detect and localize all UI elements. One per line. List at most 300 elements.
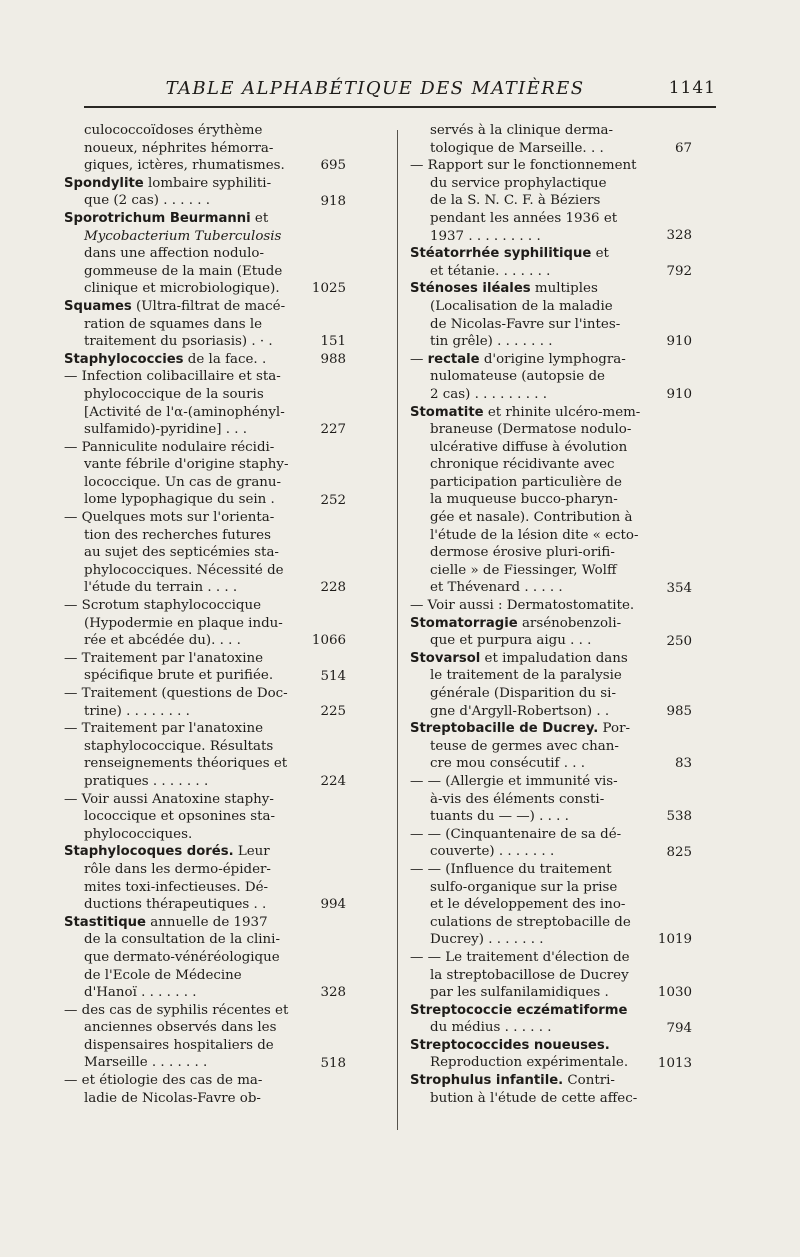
entry-line bbox=[410, 1054, 666, 1072]
entry-keyword: Stomatite bbox=[410, 404, 484, 420]
entry-text: l'étude du terrain . . . . bbox=[84, 580, 238, 596]
index-entry bbox=[410, 949, 690, 1002]
header-rule bbox=[84, 106, 716, 108]
entry-text: que (2 cas) . . . . . . bbox=[84, 193, 211, 209]
entry-text: et tétanie. . . . . . . bbox=[430, 263, 551, 279]
entry-text: au sujet des septicémies sta- bbox=[84, 545, 279, 561]
entry-text: tin grêle) . . . . . . . bbox=[430, 334, 553, 350]
entry-text: Leur bbox=[233, 844, 270, 860]
entry-text: de la consultation de la clini- bbox=[84, 932, 280, 948]
index-entry bbox=[410, 245, 690, 280]
entry-line bbox=[64, 298, 320, 316]
entry-page-ref: 225 bbox=[320, 704, 346, 719]
entry-text: cre mou consécutif . . . bbox=[430, 756, 585, 772]
entry-text: arsénobenzoli- bbox=[517, 615, 622, 631]
entry-keyword: Sténoses iléales bbox=[410, 281, 531, 297]
index-entry bbox=[64, 298, 344, 351]
entry-page-ref: 1025 bbox=[311, 280, 346, 296]
entry-line bbox=[64, 456, 320, 474]
entry-text: d'origine lymphogra- bbox=[479, 351, 626, 367]
entry-text: mites toxi-infectieuses. Dé- bbox=[84, 879, 269, 895]
entry-text: de la face. . bbox=[183, 351, 267, 367]
entry-page-ref: 518 bbox=[320, 1055, 346, 1071]
entry-text: lome lypophagique du sein . bbox=[84, 492, 275, 508]
entry-line bbox=[410, 879, 666, 897]
entry-page-ref: 910 bbox=[666, 386, 692, 402]
entry-dash: — bbox=[410, 351, 428, 367]
index-entry bbox=[64, 1072, 344, 1107]
entry-line bbox=[410, 931, 666, 949]
entry-page-ref: 151 bbox=[320, 333, 346, 349]
entry-page-ref: 1019 bbox=[657, 931, 692, 947]
entry-text: et le développement des ino- bbox=[430, 897, 626, 913]
entry-line bbox=[64, 579, 320, 597]
entry-text: Ducrey) . . . . . . . bbox=[430, 932, 544, 948]
entry-line bbox=[64, 861, 320, 879]
entry-line bbox=[410, 210, 666, 228]
entry-line bbox=[64, 808, 320, 826]
entry-line bbox=[410, 404, 666, 422]
entry-keyword: Streptococcides noueuses. bbox=[410, 1037, 610, 1053]
entry-line bbox=[410, 597, 666, 615]
entry-line bbox=[410, 316, 666, 334]
entry-text: et bbox=[250, 210, 269, 226]
entry-page-ref: 83 bbox=[674, 756, 692, 772]
entry-text: [Activité de l'α-(aminophényl- bbox=[84, 404, 285, 420]
entry-text: phylococciques. bbox=[84, 826, 193, 842]
entry-line bbox=[410, 632, 666, 650]
entry-line bbox=[410, 1090, 666, 1108]
entry-text: Por- bbox=[598, 721, 630, 737]
entry-keyword: Spondylite bbox=[64, 175, 144, 191]
entry-text: Reproduction expérimentale. bbox=[430, 1055, 629, 1071]
entry-line bbox=[410, 439, 666, 457]
index-entry bbox=[410, 122, 690, 157]
entry-line bbox=[410, 650, 666, 668]
entry-line bbox=[410, 192, 666, 210]
entry-text: — des cas de syphilis récentes et bbox=[64, 1002, 289, 1018]
entry-text: participation particulière de bbox=[430, 474, 622, 490]
entry-page-ref: 224 bbox=[320, 774, 346, 790]
entry-page-ref: 354 bbox=[666, 580, 692, 596]
entry-page-ref: 514 bbox=[320, 668, 346, 684]
entry-line bbox=[64, 386, 320, 404]
entry-line bbox=[64, 597, 320, 615]
entry-line bbox=[410, 949, 666, 967]
entry-text: spécifique brute et purifiée. bbox=[84, 668, 274, 684]
entry-text: — Traitement par l'anatoxine bbox=[64, 721, 264, 737]
entry-line bbox=[410, 386, 666, 404]
entry-line bbox=[64, 773, 320, 791]
right-column bbox=[410, 122, 690, 1107]
entry-line bbox=[64, 755, 320, 773]
entry-page-ref: 1013 bbox=[657, 1055, 692, 1071]
entry-text: nulomateuse (autopsie de bbox=[430, 369, 605, 385]
entry-text: — Quelques mots sur l'orienta- bbox=[64, 510, 275, 526]
entry-text: sulfamido)-pyridine] . . . bbox=[84, 422, 248, 438]
entry-text: — Voir aussi Anatoxine staphy- bbox=[64, 791, 274, 807]
entry-line bbox=[410, 491, 666, 509]
entry-line bbox=[410, 791, 666, 809]
entry-text: dans une affection nodulo- bbox=[84, 246, 265, 262]
entry-text: dermose érosive pluri-orifi- bbox=[430, 545, 615, 561]
entry-line bbox=[410, 1002, 666, 1020]
entry-text: — Scrotum staphylococcique bbox=[64, 598, 262, 614]
entry-line bbox=[410, 544, 666, 562]
entry-line bbox=[410, 773, 666, 791]
entry-page-ref: 252 bbox=[320, 492, 346, 508]
entry-line bbox=[410, 122, 666, 140]
entry-line bbox=[64, 351, 320, 369]
entry-line bbox=[410, 667, 666, 685]
entry-keyword: Sporotrichum Beurmanni bbox=[64, 210, 251, 226]
entry-text: rôle dans les dermo-épider- bbox=[84, 861, 271, 877]
entry-text: sulfo-organique sur la prise bbox=[430, 879, 618, 895]
entry-text: braneuse (Dermatose nodulo- bbox=[430, 422, 632, 438]
entry-page-ref: 1030 bbox=[657, 984, 692, 1000]
entry-line bbox=[410, 333, 666, 351]
entry-line bbox=[410, 421, 666, 439]
index-entry bbox=[410, 1072, 690, 1107]
entry-text: 2 cas) . . . . . . . . . bbox=[430, 386, 547, 402]
entry-line bbox=[64, 421, 320, 439]
entry-page-ref: 792 bbox=[666, 264, 692, 280]
entry-text: — Panniculite nodulaire récidi- bbox=[64, 439, 275, 455]
index-entry bbox=[410, 1037, 690, 1072]
entry-text: tologique de Marseille. . . bbox=[430, 140, 604, 156]
entry-line bbox=[64, 738, 320, 756]
index-entry bbox=[410, 615, 690, 650]
entry-line bbox=[64, 826, 320, 844]
entry-text: lococcique. Un cas de granu- bbox=[84, 474, 282, 490]
left-column bbox=[64, 122, 344, 1107]
entry-text: traitement du psoriasis) . · . bbox=[84, 334, 273, 350]
index-entry bbox=[410, 720, 690, 773]
entry-line bbox=[410, 509, 666, 527]
index-entry bbox=[410, 597, 690, 615]
entry-line bbox=[410, 755, 666, 773]
entry-line bbox=[410, 703, 666, 721]
entry-keyword: Stastitique bbox=[64, 914, 146, 930]
entry-text: et Thévenard . . . . . bbox=[430, 580, 563, 596]
entry-line bbox=[64, 157, 320, 175]
entry-line bbox=[410, 861, 666, 879]
entry-line bbox=[64, 896, 320, 914]
entry-page-ref: 67 bbox=[674, 141, 692, 156]
entry-text: et rhinite ulcéro-mem- bbox=[483, 404, 641, 420]
entry-line bbox=[410, 140, 666, 158]
entry-keyword: Staphylococcies bbox=[64, 351, 184, 367]
entry-text: et bbox=[591, 246, 609, 262]
entry-line bbox=[410, 527, 666, 545]
entry-line bbox=[64, 703, 320, 721]
entry-text: — Traitement par l'anatoxine bbox=[64, 650, 264, 666]
entry-line bbox=[410, 562, 666, 580]
entry-page-ref: 794 bbox=[666, 1020, 692, 1036]
entry-text: 1937 . . . . . . . . . bbox=[430, 228, 541, 244]
index-entry bbox=[64, 791, 344, 844]
entry-page-ref: 250 bbox=[666, 633, 692, 649]
entry-page-ref: 328 bbox=[320, 984, 346, 1000]
entry-line bbox=[64, 1072, 320, 1090]
index-entry bbox=[410, 280, 690, 350]
entry-line bbox=[64, 439, 320, 457]
entry-text: de l'Ecole de Médecine bbox=[84, 967, 242, 983]
entry-text: et impaludation dans bbox=[480, 650, 628, 666]
entry-line bbox=[410, 808, 666, 826]
entry-text: dispensaires hospitaliers de bbox=[84, 1037, 274, 1053]
entry-line bbox=[410, 1072, 666, 1090]
entry-line bbox=[410, 298, 666, 316]
entry-line bbox=[64, 280, 320, 298]
entry-text: phylococciques. Nécessité de bbox=[84, 562, 284, 578]
entry-keyword: Strophulus infantile. bbox=[410, 1073, 564, 1089]
entry-line bbox=[410, 826, 666, 844]
index-entry bbox=[64, 368, 344, 438]
entry-page-ref: 994 bbox=[320, 897, 346, 913]
entry-text: de la S. N. C. F. à Béziers bbox=[430, 193, 601, 209]
entry-line bbox=[64, 650, 320, 668]
entry-line bbox=[64, 914, 320, 932]
entry-line bbox=[410, 720, 666, 738]
entry-line bbox=[64, 791, 320, 809]
entry-page-ref: 228 bbox=[320, 580, 346, 596]
entry-text: générale (Disparition du si- bbox=[430, 686, 616, 701]
entry-line bbox=[64, 984, 320, 1002]
entry-line bbox=[410, 579, 666, 597]
column-divider bbox=[397, 130, 398, 1130]
entry-text: ration de squames dans le bbox=[84, 316, 263, 332]
entry-text: que dermato-vénéréologique bbox=[84, 949, 280, 965]
entry-line bbox=[410, 914, 666, 932]
entry-line bbox=[64, 931, 320, 949]
entry-page-ref: 918 bbox=[320, 193, 346, 209]
index-entry bbox=[410, 861, 690, 949]
index-entry bbox=[410, 404, 690, 598]
entry-line bbox=[64, 1090, 320, 1108]
entry-text: anciennes observés dans les bbox=[84, 1020, 277, 1036]
entry-line bbox=[64, 615, 320, 633]
index-entry bbox=[410, 773, 690, 826]
index-entry bbox=[64, 509, 344, 597]
entry-text: (Hypodermie en plaque indu- bbox=[84, 615, 283, 631]
entry-text: Contri- bbox=[563, 1073, 615, 1089]
entry-line bbox=[64, 210, 320, 228]
entry-page-ref: 328 bbox=[666, 228, 692, 244]
entry-keyword: Staphylocoques dorés. bbox=[64, 844, 234, 860]
entry-text: multiples bbox=[530, 281, 598, 297]
entry-page-ref: 910 bbox=[666, 334, 692, 350]
entry-line bbox=[64, 544, 320, 562]
entry-text: (Localisation de la maladie bbox=[430, 298, 613, 314]
index-entry bbox=[64, 650, 344, 685]
entry-text: Mycobacterium Tuberculosis bbox=[84, 228, 282, 244]
entry-text: bution à l'étude de cette affec- bbox=[430, 1090, 638, 1106]
entry-text: Marseille . . . . . . . bbox=[84, 1055, 208, 1071]
entry-text: d'Hanoï . . . . . . . bbox=[84, 985, 197, 1001]
entry-text: — Traitement (questions de Doc- bbox=[64, 686, 288, 701]
entry-text: pendant les années 1936 et bbox=[430, 210, 618, 226]
entry-text: — Infection colibacillaire et sta- bbox=[64, 369, 281, 385]
entry-line bbox=[410, 157, 666, 175]
entry-text: ulcérative diffuse à évolution bbox=[430, 439, 628, 455]
entry-text: lococcique et opsonines sta- bbox=[84, 809, 276, 825]
entry-text: renseignements théoriques et bbox=[84, 756, 288, 772]
entry-keyword: Streptococcie eczématiforme bbox=[410, 1002, 628, 1018]
entry-text: — Voir aussi : Dermatostomatite. bbox=[410, 598, 635, 614]
entry-text: servés à la clinique derma- bbox=[430, 123, 614, 138]
entry-line bbox=[64, 527, 320, 545]
index-entry bbox=[64, 914, 344, 1002]
running-title: TABLE ALPHABÉTIQUE DES MATIÈRES bbox=[165, 78, 585, 99]
entry-text: le traitement de la paralysie bbox=[430, 668, 622, 684]
entry-line bbox=[64, 1019, 320, 1037]
entry-line bbox=[64, 404, 320, 422]
entry-page-ref: 985 bbox=[666, 703, 692, 719]
entry-keyword: rectale bbox=[427, 351, 480, 367]
entry-line bbox=[64, 879, 320, 897]
entry-text: à-vis des éléments consti- bbox=[430, 791, 605, 807]
entry-text: rée et abcédée du). . . . bbox=[84, 633, 241, 649]
entry-page-ref: 988 bbox=[320, 351, 346, 367]
index-entry bbox=[64, 720, 344, 790]
entry-page-ref: 538 bbox=[666, 808, 692, 824]
index-entry bbox=[64, 122, 344, 175]
entry-page-ref: 227 bbox=[320, 422, 346, 438]
index-entry bbox=[64, 843, 344, 913]
entry-line bbox=[64, 720, 320, 738]
entry-text: ladie de Nicolas-Favre ob- bbox=[84, 1090, 261, 1106]
entry-text: — — (Influence du traitement bbox=[410, 861, 612, 877]
running-header bbox=[84, 74, 716, 104]
entry-text: phylococcique de la souris bbox=[84, 386, 264, 402]
entry-line bbox=[410, 896, 666, 914]
entry-text: culococcoïdoses érythème bbox=[84, 123, 263, 138]
entry-text: cielle » de Fiessinger, Wolff bbox=[430, 562, 617, 578]
entry-text: de Nicolas-Favre sur l'intes- bbox=[430, 316, 621, 332]
index-entry bbox=[64, 210, 344, 298]
entry-line bbox=[410, 263, 666, 281]
entry-line bbox=[410, 967, 666, 985]
entry-line bbox=[64, 843, 320, 861]
entry-line bbox=[64, 562, 320, 580]
entry-line bbox=[410, 474, 666, 492]
entry-line bbox=[410, 738, 666, 756]
entry-text: — — Le traitement d'élection de bbox=[410, 949, 630, 965]
entry-line bbox=[410, 351, 666, 369]
entry-line bbox=[64, 632, 320, 650]
entry-line bbox=[64, 333, 320, 351]
entry-text: clinique et microbiologique). bbox=[84, 281, 280, 297]
entry-line bbox=[64, 474, 320, 492]
entry-line bbox=[64, 667, 320, 685]
entry-keyword: Stéatorrhée syphilitique bbox=[410, 246, 592, 262]
entry-text: — — (Cinquantenaire de sa dé- bbox=[410, 826, 622, 842]
entry-line bbox=[64, 140, 320, 158]
entry-line bbox=[410, 615, 666, 633]
entry-text: la streptobacillose de Ducrey bbox=[430, 967, 629, 983]
entry-text: gée et nasale). Contribution à bbox=[430, 510, 633, 526]
entry-line bbox=[410, 280, 666, 298]
entry-keyword: Stovarsol bbox=[410, 650, 481, 666]
entry-text: trine) . . . . . . . . bbox=[84, 703, 190, 719]
entry-line bbox=[64, 491, 320, 509]
entry-line bbox=[64, 509, 320, 527]
entry-text: staphylococcique. Résultats bbox=[84, 738, 274, 754]
entry-line bbox=[64, 368, 320, 386]
entry-line bbox=[410, 456, 666, 474]
entry-text: lombaire syphiliti- bbox=[143, 175, 272, 191]
entry-text: noueux, néphrites hémorra- bbox=[84, 140, 274, 156]
entry-line bbox=[410, 685, 666, 703]
entry-page-ref: 825 bbox=[666, 844, 692, 860]
entry-line bbox=[64, 1037, 320, 1055]
entry-keyword: Squames bbox=[64, 298, 132, 314]
entry-line bbox=[64, 1002, 320, 1020]
entry-text: tuants du — —) . . . . bbox=[430, 809, 569, 825]
entry-text: culations de streptobacille de bbox=[430, 914, 631, 930]
index-entry bbox=[64, 1002, 344, 1072]
page-number: 1141 bbox=[668, 78, 716, 98]
entry-text: gommeuse de la main (Etude bbox=[84, 263, 283, 279]
entry-text: couverte) . . . . . . . bbox=[430, 844, 555, 860]
entry-keyword: Stomatorragie bbox=[410, 615, 518, 631]
entry-text: par les sulfanilamidiques . bbox=[430, 985, 609, 1001]
entry-keyword: Streptobacille de Ducrey. bbox=[410, 721, 599, 737]
index-entry bbox=[410, 1002, 690, 1037]
entry-text: (Ultra-filtrat de macé- bbox=[131, 298, 286, 314]
entry-line bbox=[410, 1019, 666, 1037]
index-entry bbox=[410, 157, 690, 245]
entry-text: gne d'Argyll-Robertson) . . bbox=[430, 703, 610, 719]
index-entry bbox=[410, 351, 690, 404]
entry-line bbox=[410, 175, 666, 193]
index-entry bbox=[64, 351, 344, 369]
entry-text: giques, ictères, rhumatismes. bbox=[84, 158, 285, 174]
index-entry bbox=[64, 439, 344, 509]
entry-line bbox=[64, 263, 320, 281]
entry-text: du service prophylactique bbox=[430, 175, 607, 191]
entry-line bbox=[64, 228, 320, 246]
entry-text: du médius . . . . . . bbox=[430, 1020, 552, 1036]
index-entry bbox=[64, 175, 344, 210]
entry-line bbox=[410, 984, 666, 1002]
entry-line bbox=[410, 245, 666, 263]
entry-line bbox=[64, 685, 320, 703]
entry-text: teuse de germes avec chan- bbox=[430, 738, 619, 754]
entry-page-ref: 695 bbox=[320, 158, 346, 173]
entry-line bbox=[410, 368, 666, 386]
entry-text: ductions thérapeutiques . . bbox=[84, 897, 267, 913]
entry-text: tion des recherches futures bbox=[84, 527, 271, 543]
index-entry bbox=[64, 597, 344, 650]
entry-text: l'étude de la lésion dite « ecto- bbox=[430, 527, 639, 543]
entry-text: annuelle de 1937 bbox=[145, 914, 268, 930]
entry-line bbox=[64, 192, 320, 210]
entry-line bbox=[64, 949, 320, 967]
entry-page-ref: 1066 bbox=[311, 633, 346, 649]
entry-line bbox=[64, 316, 320, 334]
entry-text: — et étiologie des cas de ma- bbox=[64, 1073, 263, 1089]
entry-text: vante fébrile d'origine staphy- bbox=[84, 457, 289, 473]
entry-text: que et purpura aigu . . . bbox=[430, 633, 592, 649]
index-entry bbox=[410, 650, 690, 720]
entry-text: — Rapport sur le fonctionnement bbox=[410, 158, 637, 174]
entry-line bbox=[410, 228, 666, 246]
entry-line bbox=[410, 1037, 666, 1055]
entry-line bbox=[64, 245, 320, 263]
entry-line bbox=[410, 843, 666, 861]
